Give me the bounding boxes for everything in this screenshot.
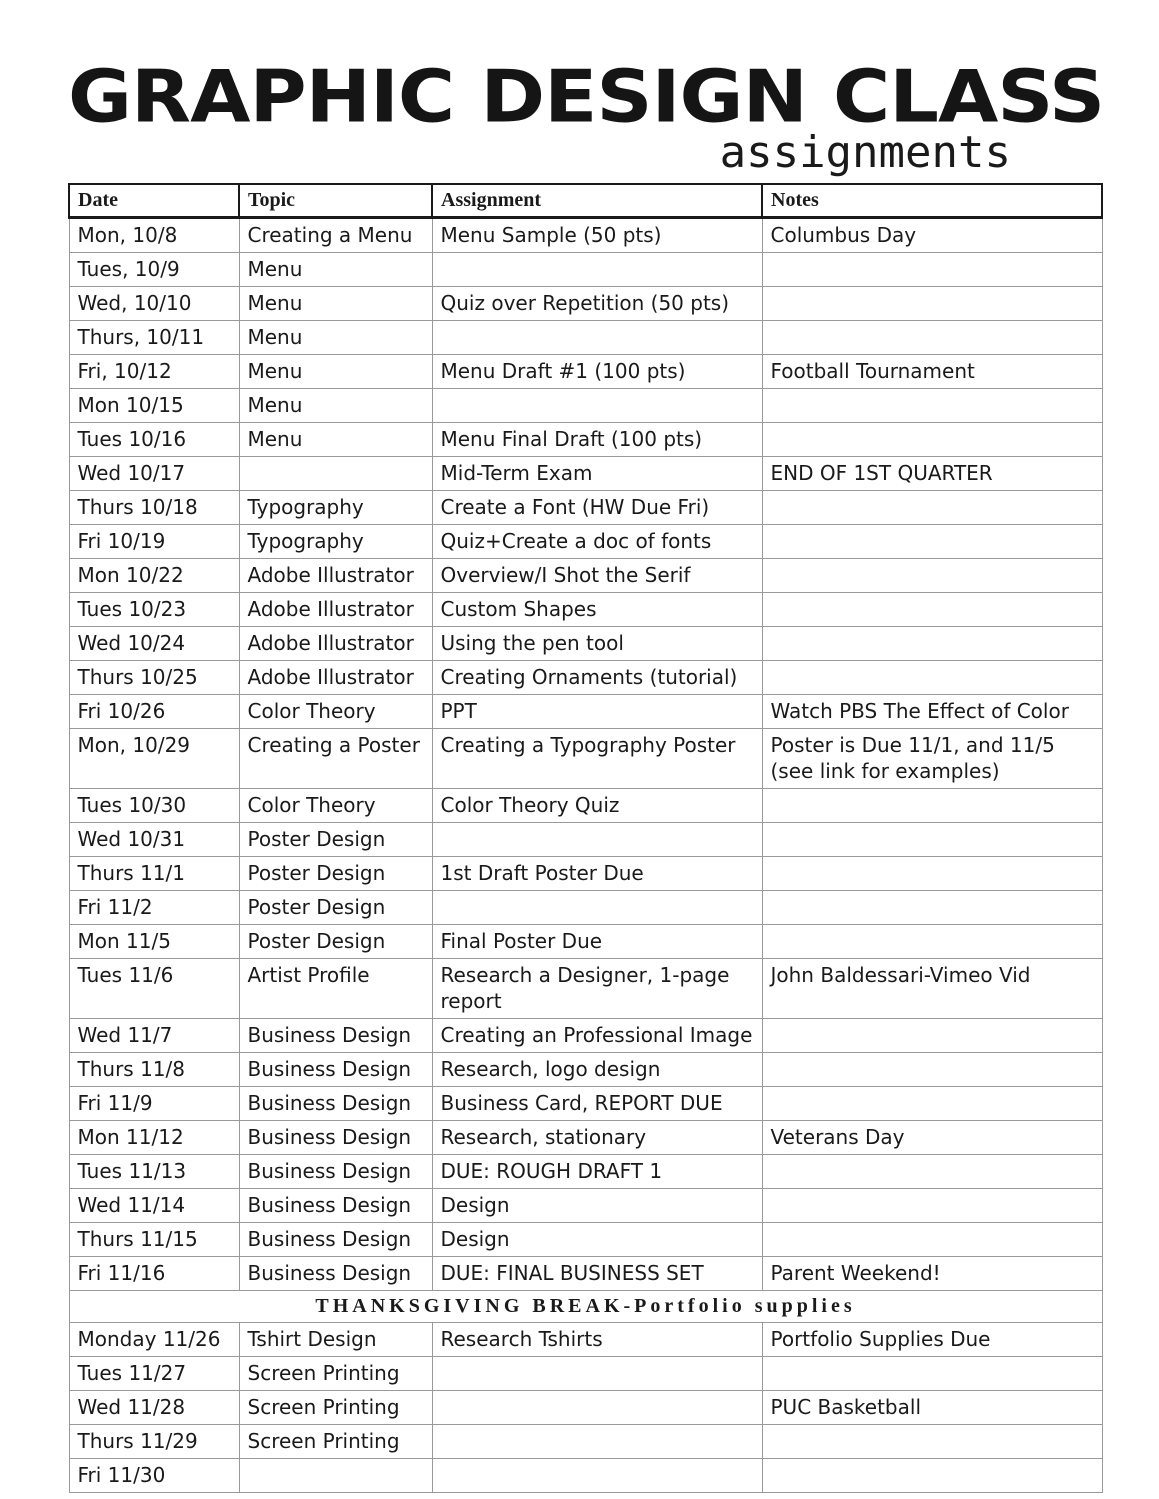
table-header-row xyxy=(69,184,1102,218)
break-row xyxy=(69,1291,1102,1323)
topic-cell: Menu xyxy=(239,389,432,423)
table-row xyxy=(69,389,1102,423)
topic-cell: Screen Printing xyxy=(239,1391,432,1425)
assignment-cell: Quiz over Repetition (50 pts) xyxy=(432,287,762,321)
notes-cell xyxy=(762,1053,1102,1087)
topic-cell: Adobe Illustrator xyxy=(239,661,432,695)
assignment-cell xyxy=(432,823,762,857)
date-cell: Tues 11/27 xyxy=(69,1357,239,1391)
date-cell: Mon, 10/29 xyxy=(69,729,239,789)
date-cell: Fri, 10/12 xyxy=(69,355,239,389)
topic-cell: Screen Printing xyxy=(239,1357,432,1391)
topic-cell: Poster Design xyxy=(239,823,432,857)
notes-cell xyxy=(762,823,1102,857)
notes-cell xyxy=(762,559,1102,593)
date-cell: Tues 11/6 xyxy=(69,959,239,1019)
date-cell: Wed 10/17 xyxy=(69,457,239,491)
topic-cell: Business Design xyxy=(239,1087,432,1121)
topic-cell: Artist Profile xyxy=(239,959,432,1019)
table-row xyxy=(69,1121,1102,1155)
date-cell: Mon 10/15 xyxy=(69,389,239,423)
table-row xyxy=(69,559,1102,593)
table-row xyxy=(69,1053,1102,1087)
notes-cell: END OF 1ST QUARTER xyxy=(762,457,1102,491)
table-row xyxy=(69,525,1102,559)
date-cell: Fri 10/26 xyxy=(69,695,239,729)
topic-cell: Typography xyxy=(239,491,432,525)
table-row xyxy=(69,891,1102,925)
notes-cell: PUC Basketball xyxy=(762,1391,1102,1425)
topic-cell: Creating a Menu xyxy=(239,218,432,253)
date-cell: Thurs 10/25 xyxy=(69,661,239,695)
topic-cell: Adobe Illustrator xyxy=(239,627,432,661)
table-row xyxy=(69,1357,1102,1391)
date-cell: Thurs 11/15 xyxy=(69,1223,239,1257)
table-row xyxy=(69,1323,1102,1357)
table-row xyxy=(69,1391,1102,1425)
notes-cell: Veterans Day xyxy=(762,1121,1102,1155)
notes-cell xyxy=(762,321,1102,355)
topic-cell: Business Design xyxy=(239,1223,432,1257)
assignment-cell xyxy=(432,253,762,287)
notes-cell xyxy=(762,857,1102,891)
notes-cell xyxy=(762,287,1102,321)
date-cell: Wed 11/14 xyxy=(69,1189,239,1223)
topic-cell xyxy=(239,1459,432,1493)
table-row xyxy=(69,1425,1102,1459)
topic-cell: Adobe Illustrator xyxy=(239,593,432,627)
date-cell: Thurs 11/1 xyxy=(69,857,239,891)
assignment-cell: DUE: ROUGH DRAFT 1 xyxy=(432,1155,762,1189)
table-row xyxy=(69,218,1102,253)
assignment-cell: Creating a Typography Poster xyxy=(432,729,762,789)
date-cell: Fri 11/16 xyxy=(69,1257,239,1291)
assignment-cell: Create a Font (HW Due Fri) xyxy=(432,491,762,525)
notes-cell xyxy=(762,525,1102,559)
table-row xyxy=(69,321,1102,355)
topic-cell: Menu xyxy=(239,253,432,287)
topic-cell: Business Design xyxy=(239,1053,432,1087)
date-cell: Mon 11/5 xyxy=(69,925,239,959)
table-row xyxy=(69,1257,1102,1291)
date-cell: Tues, 10/9 xyxy=(69,253,239,287)
notes-cell xyxy=(762,1459,1102,1493)
topic-cell: Business Design xyxy=(239,1121,432,1155)
assignment-cell: Color Theory Quiz xyxy=(432,789,762,823)
assignment-cell: Research a Designer, 1-page report xyxy=(432,959,762,1019)
topic-cell: Typography xyxy=(239,525,432,559)
table-row xyxy=(69,491,1102,525)
topic-cell: Business Design xyxy=(239,1155,432,1189)
table-row xyxy=(69,1223,1102,1257)
date-cell: Fri 11/9 xyxy=(69,1087,239,1121)
date-cell: Wed 10/31 xyxy=(69,823,239,857)
date-cell: Thurs 10/18 xyxy=(69,491,239,525)
table-row xyxy=(69,959,1102,1019)
table-row xyxy=(69,627,1102,661)
date-cell: Tues 10/23 xyxy=(69,593,239,627)
assignment-cell: Overview/I Shot the Serif xyxy=(432,559,762,593)
notes-cell: Parent Weekend! xyxy=(762,1257,1102,1291)
assignment-cell xyxy=(432,1357,762,1391)
table-row xyxy=(69,1155,1102,1189)
assignment-cell: 1st Draft Poster Due xyxy=(432,857,762,891)
notes-cell: Watch PBS The Effect of Color xyxy=(762,695,1102,729)
date-cell: Mon 10/22 xyxy=(69,559,239,593)
notes-cell: John Baldessari-Vimeo Vid xyxy=(762,959,1102,1019)
topic-cell: Poster Design xyxy=(239,857,432,891)
date-cell: Fri 11/30 xyxy=(69,1459,239,1493)
column-header-date: Date xyxy=(69,184,239,218)
notes-cell xyxy=(762,1425,1102,1459)
notes-cell xyxy=(762,789,1102,823)
column-header-assignment: Assignment xyxy=(432,184,762,218)
table-row xyxy=(69,1459,1102,1493)
column-header-notes: Notes xyxy=(762,184,1102,218)
assignment-cell xyxy=(432,389,762,423)
table-row xyxy=(69,1087,1102,1121)
assignment-cell: Creating an Professional Image xyxy=(432,1019,762,1053)
notes-cell: Football Tournament xyxy=(762,355,1102,389)
topic-cell: Business Design xyxy=(239,1189,432,1223)
assignment-cell: Using the pen tool xyxy=(432,627,762,661)
date-cell: Wed, 10/10 xyxy=(69,287,239,321)
table-row xyxy=(69,789,1102,823)
topic-cell: Poster Design xyxy=(239,891,432,925)
table-row xyxy=(69,1189,1102,1223)
notes-cell xyxy=(762,389,1102,423)
assignment-cell: Research, logo design xyxy=(432,1053,762,1087)
assignment-cell: Menu Draft #1 (100 pts) xyxy=(432,355,762,389)
table-row xyxy=(69,593,1102,627)
assignment-cell: Research, stationary xyxy=(432,1121,762,1155)
notes-cell xyxy=(762,1087,1102,1121)
notes-cell xyxy=(762,491,1102,525)
notes-cell xyxy=(762,253,1102,287)
table-row xyxy=(69,1019,1102,1053)
date-cell: Tues 10/16 xyxy=(69,423,239,457)
page-title: GRAPHIC DESIGN CLASS xyxy=(68,56,1105,139)
notes-cell xyxy=(762,1223,1102,1257)
table-row xyxy=(69,729,1102,789)
assignment-cell xyxy=(432,321,762,355)
table-row xyxy=(69,823,1102,857)
notes-cell xyxy=(762,1357,1102,1391)
assignment-cell xyxy=(432,891,762,925)
assignment-cell: Quiz+Create a doc of fonts xyxy=(432,525,762,559)
topic-cell: Color Theory xyxy=(239,695,432,729)
table-row xyxy=(69,423,1102,457)
notes-cell xyxy=(762,661,1102,695)
date-cell: Mon, 10/8 xyxy=(69,218,239,253)
notes-cell xyxy=(762,627,1102,661)
table-row xyxy=(69,925,1102,959)
table-row xyxy=(69,457,1102,491)
assignment-cell: Creating Ornaments (tutorial) xyxy=(432,661,762,695)
topic-cell: Menu xyxy=(239,321,432,355)
assignment-cell: Menu Sample (50 pts) xyxy=(432,218,762,253)
notes-cell xyxy=(762,925,1102,959)
assignment-cell xyxy=(432,1425,762,1459)
topic-cell: Poster Design xyxy=(239,925,432,959)
topic-cell: Creating a Poster xyxy=(239,729,432,789)
date-cell: Wed 11/28 xyxy=(69,1391,239,1425)
notes-cell: Portfolio Supplies Due xyxy=(762,1323,1102,1357)
topic-cell: Menu xyxy=(239,423,432,457)
assignment-cell: Research Tshirts xyxy=(432,1323,762,1357)
assignment-cell: Design xyxy=(432,1223,762,1257)
assignment-cell: Final Poster Due xyxy=(432,925,762,959)
notes-cell xyxy=(762,593,1102,627)
assignment-cell: PPT xyxy=(432,695,762,729)
date-cell: Monday 11/26 xyxy=(69,1323,239,1357)
topic-cell: Business Design xyxy=(239,1019,432,1053)
assignment-cell: DUE: FINAL BUSINESS SET xyxy=(432,1257,762,1291)
assignment-cell: Design xyxy=(432,1189,762,1223)
topic-cell: Tshirt Design xyxy=(239,1323,432,1357)
date-cell: Wed 10/24 xyxy=(69,627,239,661)
page-subtitle: assignments xyxy=(719,127,1011,178)
date-cell: Thurs, 10/11 xyxy=(69,321,239,355)
notes-cell: Columbus Day xyxy=(762,218,1102,253)
topic-cell: Menu xyxy=(239,355,432,389)
table-row xyxy=(69,355,1102,389)
table-row xyxy=(69,287,1102,321)
date-cell: Mon 11/12 xyxy=(69,1121,239,1155)
notes-cell: Poster is Due 11/1, and 11/5 (see link for examples) xyxy=(762,729,1102,789)
notes-cell xyxy=(762,1189,1102,1223)
notes-cell xyxy=(762,891,1102,925)
date-cell: Fri 10/19 xyxy=(69,525,239,559)
topic-cell: Screen Printing xyxy=(239,1425,432,1459)
topic-cell: Menu xyxy=(239,287,432,321)
date-cell: Thurs 11/8 xyxy=(69,1053,239,1087)
table-row xyxy=(69,661,1102,695)
assignment-cell: Mid-Term Exam xyxy=(432,457,762,491)
topic-cell: Color Theory xyxy=(239,789,432,823)
table-row xyxy=(69,857,1102,891)
topic-cell: Business Design xyxy=(239,1257,432,1291)
date-cell: Thurs 11/29 xyxy=(69,1425,239,1459)
notes-cell xyxy=(762,423,1102,457)
assignment-cell: Menu Final Draft (100 pts) xyxy=(432,423,762,457)
topic-cell xyxy=(239,457,432,491)
date-cell: Tues 10/30 xyxy=(69,789,239,823)
table-row xyxy=(69,253,1102,287)
assignment-cell: Business Card, REPORT DUE xyxy=(432,1087,762,1121)
assignment-cell xyxy=(432,1391,762,1425)
table-row xyxy=(69,695,1102,729)
notes-cell xyxy=(762,1019,1102,1053)
topic-cell: Adobe Illustrator xyxy=(239,559,432,593)
date-cell: Fri 11/2 xyxy=(69,891,239,925)
thanksgiving-break-label: THANKSGIVING BREAK-Portfolio supplies xyxy=(69,1291,1102,1323)
assignment-table xyxy=(68,183,1103,1493)
date-cell: Tues 11/13 xyxy=(69,1155,239,1189)
date-cell: Wed 11/7 xyxy=(69,1019,239,1053)
assignment-cell: Custom Shapes xyxy=(432,593,762,627)
notes-cell xyxy=(762,1155,1102,1189)
column-header-topic: Topic xyxy=(239,184,432,218)
assignment-cell xyxy=(432,1459,762,1493)
